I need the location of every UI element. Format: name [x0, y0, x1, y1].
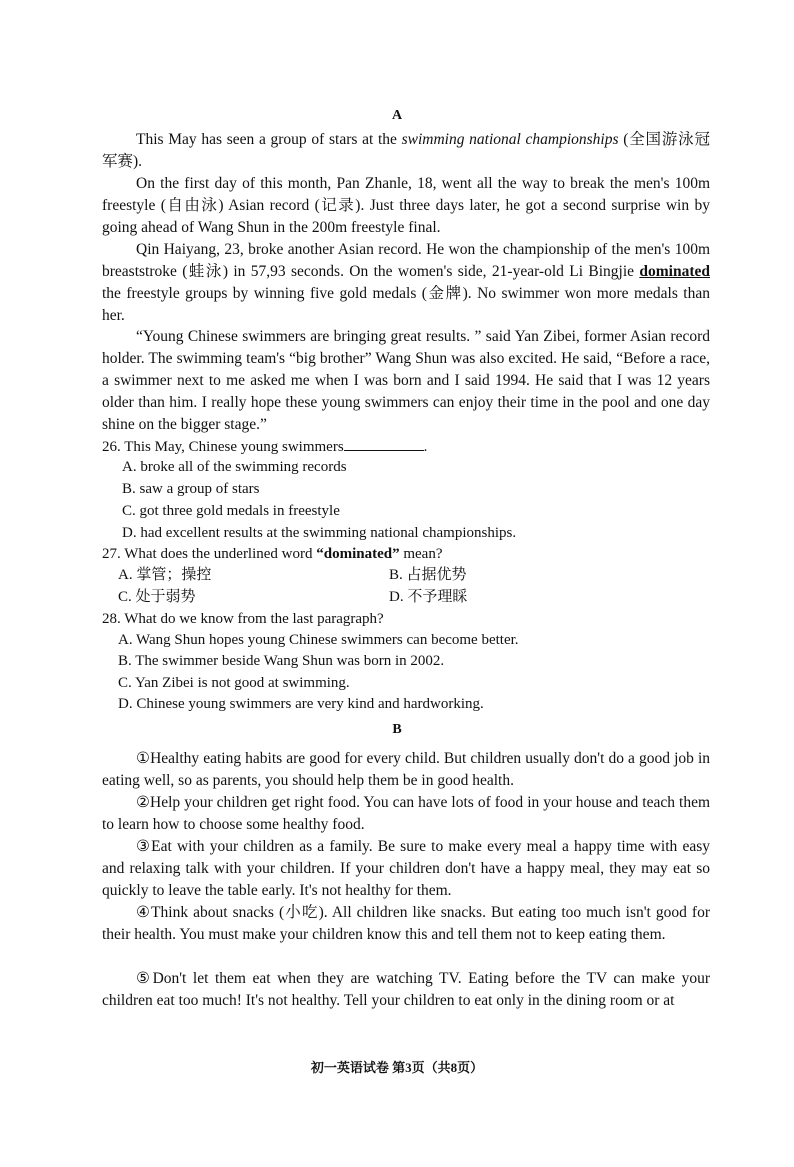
passage-b-paragraph-2: ②Help your children get right food. You can have lots of food in your house and teach them to learn how to choose some healthy food. [102, 794, 710, 833]
passage-a-paragraph-4: “Young Chinese swimmers are bringing great results. ” said Yan Zibei, former Asian record holder. The swimming team's “big brother” Wang Shun was also excited. He said, “Before a race, a swimmer next to me asked me when I was born and I said 1994. He said that I was 12 years older than him. I really hope these young swimmers can enjoy their time in the pool and one day shine on the bigger stage.” [102, 328, 710, 433]
question-27-option-d: D. 不予理睬 [389, 589, 468, 605]
question-27-stem: 27. What does the underlined word “dominated” mean? [102, 546, 443, 562]
passage-a-label: A [391, 108, 403, 123]
question-28-option-c: C. Yan Zibei is not good at swimming. [118, 675, 350, 691]
passage-a-paragraph-1: This May has seen a group of stars at the swimming national championships (全国游泳冠军赛). [102, 131, 710, 170]
passage-b-paragraph-1: ①Healthy eating habits are good for every child. But children usually don't do a good job in eating well, so as parents, you should help them be in good health. [102, 750, 710, 789]
question-27-option-c: C. 处于弱势 [118, 589, 196, 605]
question-28-option-b: B. The swimmer beside Wang Shun was born in 2002. [118, 653, 445, 669]
underlined-word-dominated: dominated [639, 263, 710, 280]
passage-b-paragraph-5: ⑤Don't let them eat when they are watching TV. Eating before the TV can make your children eat too much! It's not healthy. Tell your children to eat only in the dining room or at [102, 970, 710, 1009]
question-27-option-a: A. 掌管；操控 [118, 567, 212, 583]
answer-blank [344, 436, 424, 451]
question-26-option-b: B. saw a group of stars [122, 481, 260, 497]
page-footer: 初一英语试卷 第3页（共8页） [310, 1060, 484, 1075]
question-28-option-a: A. Wang Shun hopes young Chinese swimmers can become better. [118, 632, 519, 648]
question-28-option-d: D. Chinese young swimmers are very kind and hardworking. [118, 696, 484, 712]
passage-a-paragraph-2: On the first day of this month, Pan Zhanle, 18, went all the way to break the men's 100m freestyle (自由泳) Asian record (记录). Just three days later, he got a second surprise win by going ahead of Wang Shun in the 200m freestyle final. [102, 175, 710, 236]
question-26-option-a: A. broke all of the swimming records [122, 459, 347, 475]
question-26-stem: 26. This May, Chinese young swimmers . [102, 436, 427, 458]
question-28-stem: 28. What do we know from the last paragraph? [102, 611, 384, 627]
question-27-option-b: B. 占据优势 [389, 567, 467, 583]
question-26-option-c: C. got three gold medals in freestyle [122, 503, 340, 519]
passage-a-paragraph-3: Qin Haiyang, 23, broke another Asian record. He won the championship of the men's 100m breaststroke (蛙泳) in 57,93 seconds. On the women's side, 21-year-old Li Bingjie dominated the freestyle groups by winning five gold medals (金牌). No swimmer won more medals than her. [102, 241, 710, 324]
passage-b-paragraph-3: ③Eat with your children as a family. Be sure to make every meal a happy time with easy and relaxing talk with your children. If your children don't have a happy meal, they may eat so quickly to leave the table early. It's not healthy for them. [102, 838, 710, 899]
question-26-option-d: D. had excellent results at the swimming national championships. [122, 525, 517, 541]
passage-b-paragraph-4: ④Think about snacks (小吃). All children like snacks. But eating too much isn't good for their health. You must make your children know this and tell them not to keep eating them. [102, 904, 710, 943]
passage-b-label: B [392, 722, 402, 737]
